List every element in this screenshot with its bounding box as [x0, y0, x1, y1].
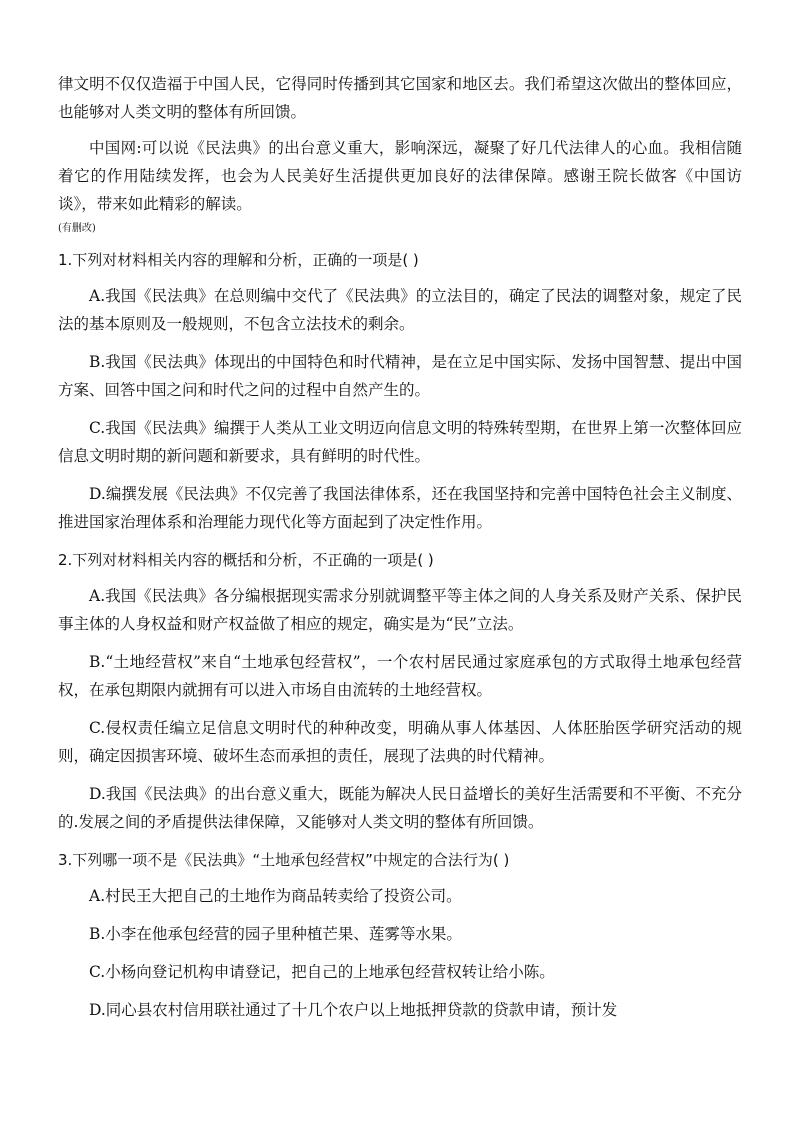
option-d: D.编撰发展《民法典》不仅完善了我国法律体系，还在我国坚持和完善中国特色社会主义制度、推进国家治理体系和治理能力现代化等方面起到了决定性作用。 — [58, 485, 742, 531]
question-1 — [58, 246, 742, 536]
option-c: C.侵权责任编立足信息文明时代的种种改变，明确从事人体基因、人体胚胎医学研究活动的规则，确定因损害环境、破坏生态而承担的责任，展现了法典的时代精神。 — [58, 719, 742, 765]
option-b: B.我国《民法典》体现出的中国特色和时代精神，是在立足中国实际、发扬中国智慧、提出中国方案、回答中国之问和时代之问的过程中自然产生的。 — [58, 353, 742, 399]
option-c: C.小杨向登记机构申请登记，把自己的上地承包经营权转让给小陈。 — [89, 963, 555, 981]
passage-paragraph: 律文明不仅仅造福于中国人民，它得同时传播到其它国家和地区去。我们希望这次做出的整体回应，也能够对人类文明的整体有所回馈。 — [58, 75, 742, 121]
question-3 — [58, 846, 742, 1024]
question-stem: 1.下列对材料相关内容的理解和分析，正确的一项是( ) — [58, 251, 419, 269]
document-page — [58, 70, 742, 1034]
question-stem: 2.下列对材料相关内容的概括和分析，不正确的一项是( ) — [58, 551, 434, 569]
question-stem: 3.下列哪一项不是《民法典》“土地承包经营权”中规定的合法行为( ) — [58, 851, 510, 869]
question-2 — [58, 546, 742, 836]
option-c: C.我国《民法典》编撰于人类从工业文明迈向信息文明的特殊转型期，在世界上第一次整体回应信息文明时期的新问题和新要求，具有鲜明的时代性。 — [58, 419, 742, 465]
option-a: A.村民王大把自己的土地作为商品转卖给了投资公司。 — [89, 887, 462, 905]
option-b: B.小李在他承包经营的园子里种植芒果、莲雾等水果。 — [89, 925, 462, 943]
option-d: D.同心县农村信用联社通过了十几个农户以上地抵押贷款的贷款申请，预计发 — [89, 1001, 618, 1019]
option-b: B.“土地经营权”来自“土地承包经营权”，一个农村居民通过家庭承包的方式取得土地承包经营权，在承包期限内就拥有可以进入市场自由流转的土地经营权。 — [58, 653, 742, 699]
option-a: A.我国《民法典》各分编根据现实需求分别就调整平等主体之间的人身关系及财产关系、保护民事主体的人身权益和财产权益做了相应的规定，确实是为“民”立法。 — [58, 587, 742, 633]
source-note: (有删改) — [58, 223, 96, 234]
option-a: A.我国《民法典》在总则编中交代了《民法典》的立法目的，确定了民法的调整对象，规定了民法的基本原则及一般规则，不包含立法技术的剩余。 — [58, 287, 742, 333]
passage-paragraph: 中国网:可以说《民法典》的出台意义重大，影响深远，凝聚了好几代法律人的心血。我相信随着它的作用陆续发挥，也会为人民美好生活提供更加良好的法律保障。感谢王院长做客《中国访谈》，带来如此精彩的解读。 — [58, 139, 742, 213]
option-d: D.我国《民法典》的出台意义重大，既能为解决人民日益增长的美好生活需要和不平衡、不充分的.发展之间的矛盾提供法律保障，又能够对人类文明的整体有所回馈。 — [58, 785, 742, 831]
